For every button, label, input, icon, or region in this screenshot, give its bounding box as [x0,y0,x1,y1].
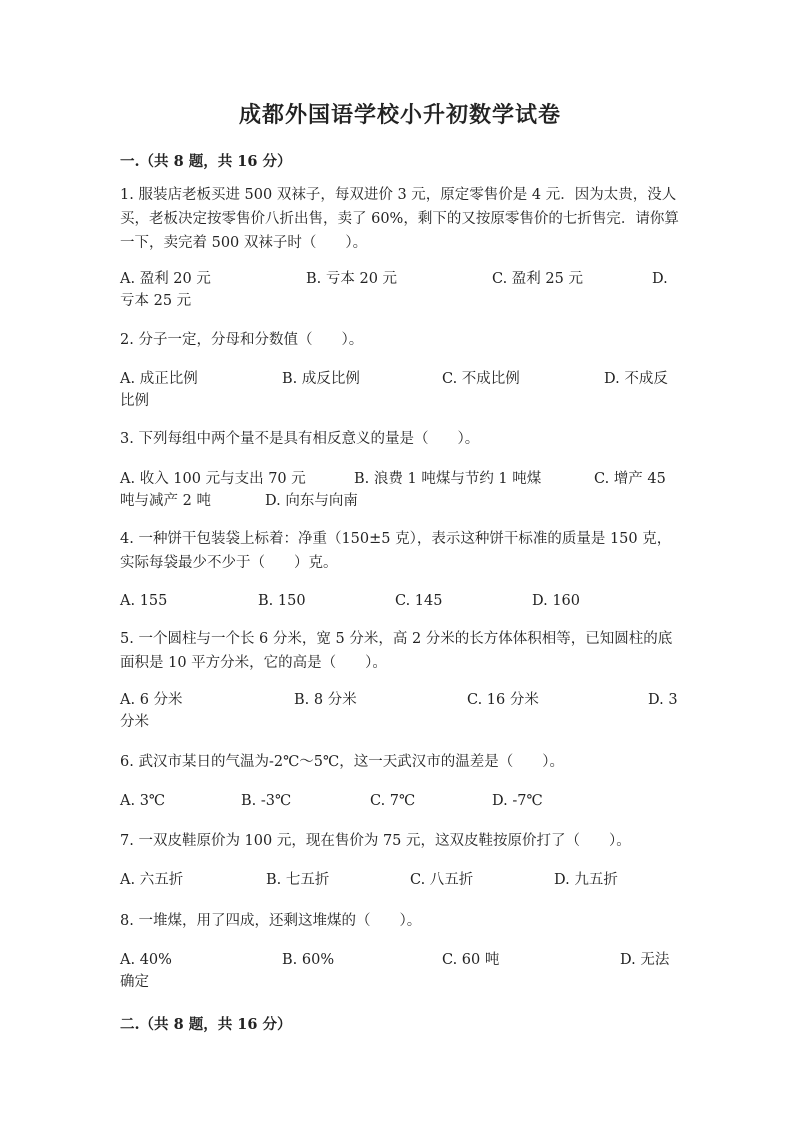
option-d-continued: 比例 [120,393,149,409]
option-a[interactable]: A. 6 分米 [120,692,183,708]
option-c[interactable]: C. 60 吨 [442,952,500,968]
option-b[interactable]: B. -3℃ [241,793,292,809]
option-a[interactable]: A. 六五折 [120,872,184,888]
question-3: 3. 下列每组中两个量不是具有相反意义的量是（ ）。 [120,431,480,447]
option-c-continued: 吨与减产 2 吨 [120,493,211,509]
option-d[interactable]: D. 160 [532,593,581,609]
option-d-continued: 亏本 25 元 [120,293,192,309]
option-d[interactable]: D. 向东与向南 [265,493,358,509]
question-7: 7. 一双皮鞋原价为 100 元，现在售价为 75 元，这双皮鞋按原价打了（ ）。 [120,833,631,849]
option-d[interactable]: D. 不成反 [604,371,668,387]
option-d[interactable]: D. [652,271,668,287]
question-8: 8. 一堆煤，用了四成，还剩这堆煤的（ ）。 [120,913,422,929]
option-d-continued: 确定 [120,974,149,990]
section-heading-2: 二.（共 8 题，共 16 分） [120,1016,292,1033]
question-4: 4. 一种饼干包装袋上标着：净重（150±5 克），表示这种饼干标准的质量是 150 克，实际每袋最少不少于（ ）克。 [120,531,672,571]
option-c[interactable]: C. 16 分米 [467,692,539,708]
options-3 [120,468,680,512]
options-6 [120,790,680,834]
option-b[interactable]: B. 8 分米 [294,692,357,708]
option-a[interactable]: A. 成正比例 [120,371,198,387]
option-b[interactable]: B. 七五折 [266,872,330,888]
option-d-continued: 分米 [120,714,149,730]
option-d[interactable]: D. -7℃ [492,793,543,809]
options-1 [120,268,680,312]
options-8 [120,949,680,993]
option-b[interactable]: B. 浪费 1 吨煤与节约 1 吨煤 [354,471,542,487]
option-a[interactable]: A. 155 [120,593,168,609]
option-c[interactable]: C. 盈利 25 元 [492,271,583,287]
question-5: 5. 一个圆柱与一个长 6 分米，宽 5 分米，高 2 分米的长方体体积相等，已知圆柱的底面积是 10 平方分米，它的高是（ ）。 [120,631,673,671]
option-a[interactable]: A. 收入 100 元与支出 70 元 [120,471,306,487]
options-7 [120,869,680,913]
section-heading-1: 一.（共 8 题，共 16 分） [120,153,292,170]
option-d[interactable]: D. 无法 [620,952,670,968]
options-5 [120,689,680,733]
option-a[interactable]: A. 3℃ [120,793,166,809]
question-6: 6. 武汉市某日的气温为-2℃～5℃，这一天武汉市的温差是（ ）。 [120,754,564,770]
question-1: 1. 服装店老板买进 500 双袜子，每双进价 3 元，原定零售价是 4 元．因为太贵，没人买，老板决定按零售价八折出售，卖了 60%，剩下的又按原零售价的七折售完．请你算一下，卖完着 500 双袜子时（ ）。 [120,187,679,251]
options-2 [120,368,680,412]
option-d[interactable]: D. 3 [648,692,678,708]
option-c[interactable]: C. 不成比例 [442,371,520,387]
question-2: 2. 分子一定，分母和分数值（ ）。 [120,332,364,348]
option-b[interactable]: B. 成反比例 [282,371,360,387]
option-c[interactable]: C. 八五折 [410,872,474,888]
option-b[interactable]: B. 150 [258,593,306,609]
option-a[interactable]: A. 40% [120,952,172,968]
option-b[interactable]: B. 亏本 20 元 [306,271,398,287]
option-c[interactable]: C. 7℃ [370,793,416,809]
option-c[interactable]: C. 145 [395,593,443,609]
option-d[interactable]: D. 九五折 [554,872,618,888]
page-title: 成都外国语学校小升初数学试卷 [238,102,561,128]
option-a[interactable]: A. 盈利 20 元 [120,271,211,287]
option-b[interactable]: B. 60% [282,952,335,968]
option-c[interactable]: C. 增产 45 [594,471,666,487]
